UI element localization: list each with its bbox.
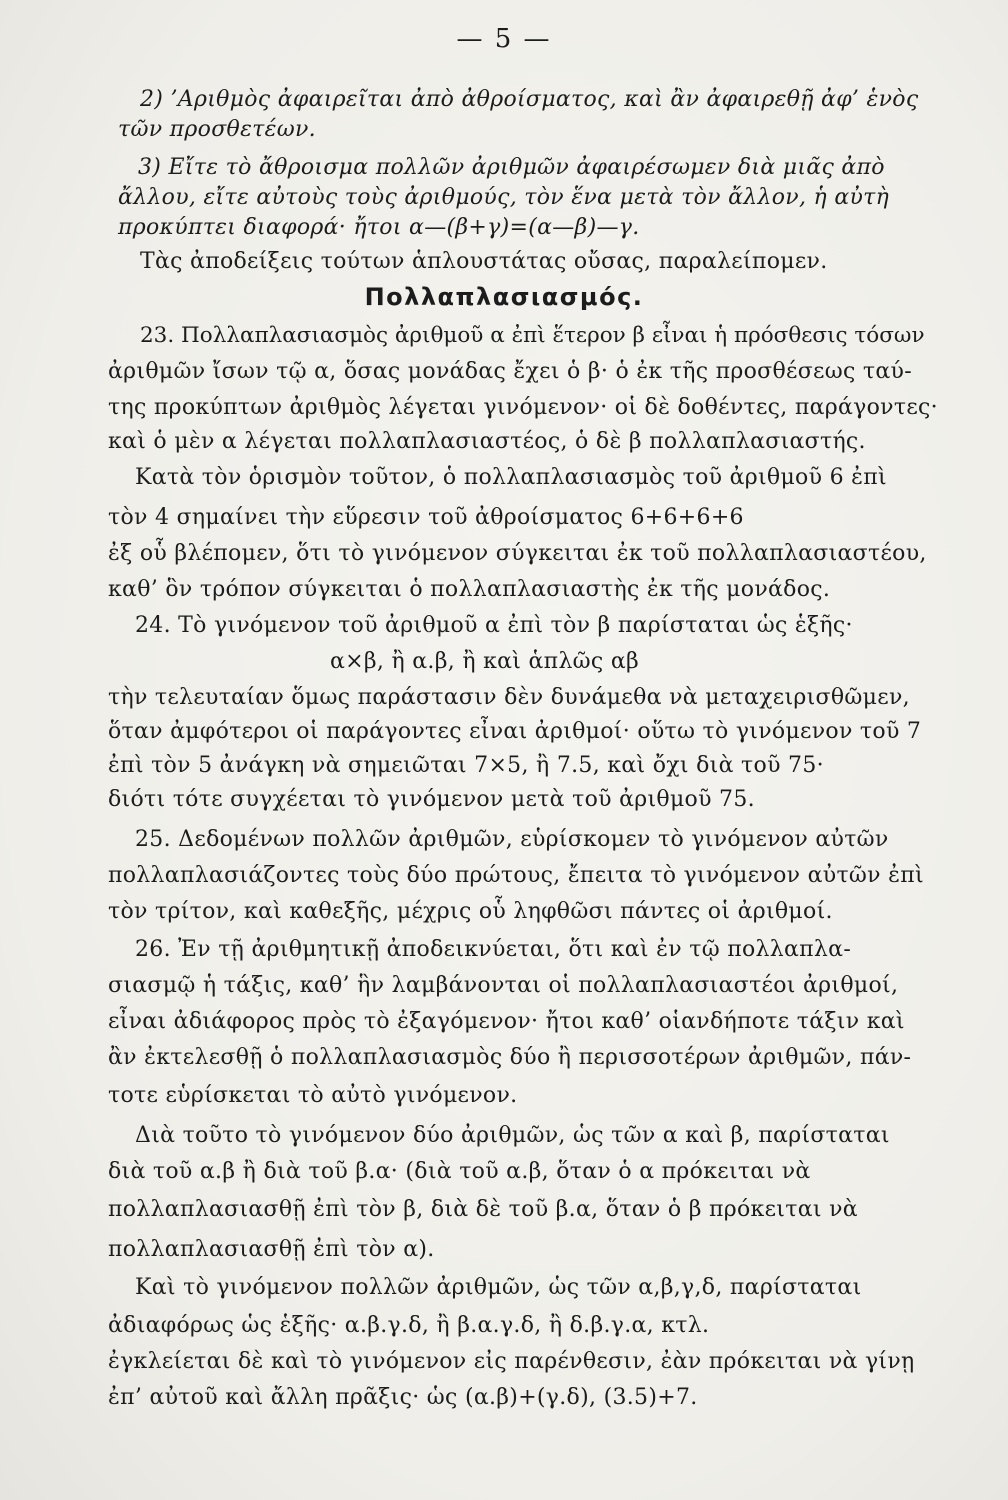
text-line: πολλαπλασιασθῇ ἐπὶ τὸν β, διὰ δὲ τοῦ β.α, ὅταν ὁ β πρόκειται νὰ xyxy=(108,1197,858,1222)
formula-line: α×β, ἢ α.β, ἢ καὶ ἁπλῶς αβ xyxy=(330,649,640,674)
text-line: τὸν τρίτον, καὶ καθεξῆς, μέχρις οὗ ληφθῶσι πάντες οἱ ἀριθμοί. xyxy=(108,899,833,924)
text-line: πολλαπλασιάζοντες τοὺς δύο πρώτους, ἔπειτα τὸ γινόμενον αὐτῶν ἐπὶ xyxy=(108,863,924,888)
text-line: ἀδιαφόρως ὡς ἑξῆς· α.β.γ.δ, ἢ β.α.γ.δ, ἢ δ.β.γ.α, κτλ. xyxy=(108,1313,710,1338)
text-line: ἐπὶ τὸν 5 ἀνάγκη νὰ σημειῶται 7×5, ἢ 7.5, καὶ ὄχι διὰ τοῦ 75· xyxy=(108,753,824,778)
text-line: ὅταν ἀμφότεροι οἱ παράγοντες εἶναι ἀριθμοί· οὕτω τὸ γινόμενον τοῦ 7 xyxy=(108,719,922,744)
text-line: ἐπ’ αὐτοῦ καὶ ἄλλη πρᾶξις· ὡς (α.β)+(γ.δ), (3.5)+7. xyxy=(108,1385,698,1410)
text-line: προκύπτει διαφορά· ἤτοι α—(β+γ)=(α—β)—γ. xyxy=(118,215,640,240)
text-line: 26. Ἐν τῇ ἀριθμητικῇ ἀποδεικνύεται, ὅτι καὶ ἐν τῷ πολλαπλα- xyxy=(135,937,852,962)
text-line: 25. Δεδομένων πολλῶν ἀριθμῶν, εὑρίσκομεν τὸ γινόμενον αὐτῶν xyxy=(135,827,889,852)
page-number: — 5 — xyxy=(456,24,552,54)
text-line: καθ’ ὃν τρόπον σύγκειται ὁ πολλαπλασιαστὴς ἐκ τῆς μονάδος. xyxy=(108,577,831,602)
text-line: τοτε εὑρίσκεται τὸ αὐτὸ γινόμενον. xyxy=(108,1083,518,1108)
text-line: Κατὰ τὸν ὁρισμὸν τοῦτον, ὁ πολλαπλασιασμὸς τοῦ ἀριθμοῦ 6 ἐπὶ xyxy=(135,465,887,490)
text-line: ἄλλου, εἴτε αὐτοὺς τοὺς ἀριθμούς, τὸν ἕνα μετὰ τὸν ἄλλον, ἡ αὐτὴ xyxy=(118,185,890,210)
text-line: Καὶ τὸ γινόμενον πολλῶν ἀριθμῶν, ὡς τῶν α,β,γ,δ, παρίσταται xyxy=(135,1275,862,1300)
text-line: Τὰς ἀποδείξεις τούτων ἁπλουστάτας οὔσας, παραλείπομεν. xyxy=(140,249,828,274)
text-line: 24. Τὸ γινόμενον τοῦ ἀριθμοῦ α ἐπὶ τὸν β παρίσταται ὡς ἑξῆς· xyxy=(135,613,853,638)
text-line: καὶ ὁ μὲν α λέγεται πολλαπλασιαστέος, ὁ δὲ β πολλαπλασιαστής. xyxy=(108,429,866,454)
text-line: εἶναι ἀδιάφορος πρὸς τὸ ἐξαγόμενον· ἤτοι καθ’ οἱανδήποτε τάξιν καὶ xyxy=(108,1009,905,1034)
text-line: τὴν τελευταίαν ὅμως παράστασιν δὲν δυνάμεθα νὰ μεταχειρισθῶμεν, xyxy=(108,685,910,710)
text-line: 2) ’Αριθμὸς ἀφαιρεῖται ἀπὸ ἀθροίσματος, καὶ ἂν ἀφαιρεθῇ ἀφ’ ἑνὸς xyxy=(140,87,919,112)
text-line: ἀριθμῶν ἴσων τῷ α, ὅσας μονάδας ἔχει ὁ β· ὁ ἐκ τῆς προσθέσεως ταύ- xyxy=(108,359,912,384)
text-line: 3) Εἴτε τὸ ἄθροισμα πολλῶν ἀριθμῶν ἀφαιρέσωμεν διὰ μιᾶς ἀπὸ xyxy=(138,155,885,180)
text-line: τῶν προσθετέων. xyxy=(118,117,316,142)
text-line: διότι τότε συγχέεται τὸ γινόμενον μετὰ τοῦ ἀριθμοῦ 75. xyxy=(108,787,755,812)
text-line: σιασμῷ ἡ τάξις, καθ’ ἣν λαμβάνονται οἱ πολλαπλασιαστέοι ἀριθμοί, xyxy=(108,973,899,998)
text-line: τὸν 4 σημαίνει τὴν εὕρεσιν τοῦ ἀθροίσματος 6+6+6+6 xyxy=(108,505,744,530)
section-heading: Πολλαπλασιασμός. xyxy=(364,283,644,311)
text-line: ἐγκλείεται δὲ καὶ τὸ γινόμενον εἰς παρένθεσιν, ἐὰν πρόκειται νὰ γίνῃ xyxy=(108,1349,915,1374)
text-line: πολλαπλασιασθῇ ἐπὶ τὸν α). xyxy=(108,1237,435,1262)
text-line: Διὰ τοῦτο τὸ γινόμενον δύο ἀριθμῶν, ὡς τῶν α καὶ β, παρίσταται xyxy=(135,1123,890,1148)
text-line: διὰ τοῦ α.β ἢ διὰ τοῦ β.α· (διὰ τοῦ α.β, ὅταν ὁ α πρόκειται νὰ xyxy=(108,1159,811,1184)
text-line: ἂν ἐκτελεσθῇ ὁ πολλαπλασιασμὸς δύο ἢ περισσοτέρων ἀριθμῶν, πάν- xyxy=(108,1045,912,1070)
text-line: 23. Πολλαπλασιασμὸς ἀριθμοῦ α ἐπὶ ἕτερον β εἶναι ἡ πρόσθεσις τόσων xyxy=(140,323,925,348)
text-line: της προκύπτων ἀριθμὸς λέγεται γινόμενον· οἱ δὲ δοθέντες, παράγοντες· xyxy=(108,395,938,420)
text-line: ἐξ οὗ βλέπομεν, ὅτι τὸ γινόμενον σύγκειται ἐκ τοῦ πολλαπλασιαστέου, xyxy=(108,541,927,566)
